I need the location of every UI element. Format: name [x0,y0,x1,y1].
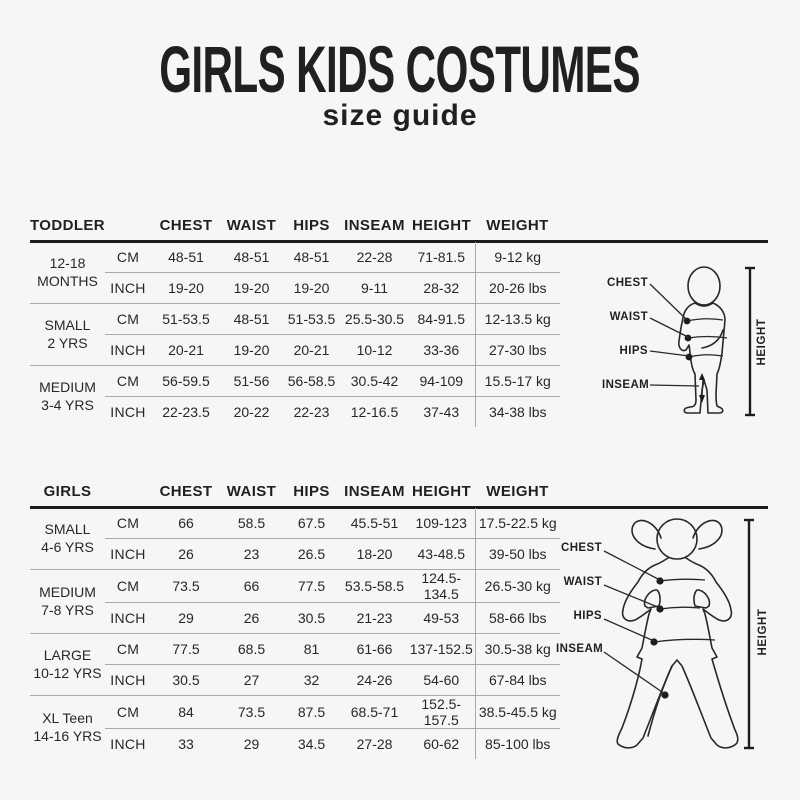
column-header-weight: WEIGHT [486,483,549,500]
value-cell: 84 [151,696,221,729]
value-cell: 38.5-45.5 kg [475,696,560,729]
size-age: 3-4 YRS [41,396,94,413]
girl-leader-lines [604,551,665,694]
value-cell: 87.5 [282,696,341,729]
value-cell: 61-66 [341,634,408,665]
value-cell: 30.5 [151,665,221,696]
waist-label: WAIST [563,576,602,588]
chest-label: CHEST [561,542,602,554]
table-row [30,273,560,304]
height-label: HEIGHT [757,608,769,656]
column-header-height: HEIGHT [411,483,472,500]
value-cell: 45.5-51 [341,508,408,539]
size-label [30,304,105,366]
size-age: 10-12 YRS [33,664,102,681]
unit-cell: CM [105,304,151,335]
girls-size-table [30,475,560,759]
value-cell: 23 [221,539,282,570]
value-cell: 15.5-17 kg [475,366,560,397]
value-cell: 30.5 [282,603,341,634]
value-cell: 48-51 [221,242,282,273]
size-name: MEDIUM [39,584,96,600]
value-cell: 60-62 [423,736,460,752]
value-cell: 77.5 [282,570,341,603]
value-cell: 20-22 [233,404,270,420]
column-header-height: HEIGHT [411,217,472,234]
value-cell: 29 [151,603,221,634]
column-header-hips: HIPS [293,217,330,234]
value-cell: 17.5-22.5 kg [475,508,560,539]
table-row [30,603,560,634]
value-cell: 54-60 [408,665,475,696]
value-cell: 81 [282,634,341,665]
column-header-chest: CHEST [159,483,213,500]
value-cell: 22-23.5 [162,404,210,420]
size-name: XL Teen [42,710,93,726]
value-cell: 20-21 [282,335,341,366]
value-cell: 26.5 [282,539,341,570]
page-title [0,32,800,106]
value-cell: 48-51 [221,304,282,335]
size-name: SMALL [44,317,91,333]
value-cell: 33 [178,736,194,752]
value-cell: 71-81.5 [408,242,475,273]
unit-cell: CM [105,696,151,729]
value-cell: 34-38 lbs [475,397,560,428]
hips-label: HIPS [573,610,602,622]
hips-label: HIPS [619,345,648,357]
value-cell: 66 [151,508,221,539]
unit-cell: CM [105,366,151,397]
value-cell: 49-53 [408,603,475,634]
girls-header-row [30,475,560,508]
unit-cell: INCH [105,273,151,304]
table-row [30,539,560,570]
unit-cell: CM [105,508,151,539]
value-cell: 27 [221,665,282,696]
value-cell: 18-20 [341,539,408,570]
size-name: 12-18 [49,255,86,271]
value-cell: 26 [151,539,221,570]
value-cell: 30.5-42 [341,366,408,397]
value-cell: 39-50 lbs [475,539,560,570]
value-cell: 32 [282,665,341,696]
value-cell: 12-13.5 kg [475,304,560,335]
unit-column-header [105,475,151,508]
table-title-toddler: TODDLER [30,217,106,234]
value-cell: 20-21 [151,335,221,366]
value-cell: 56-58.5 [282,366,341,397]
value-cell: 27-28 [356,736,393,752]
value-cell: 66 [221,570,282,603]
value-cell: 67-84 lbs [475,665,560,696]
value-cell: 77.5 [151,634,221,665]
girl-height-line [744,520,754,748]
inseam-label: INSEAM [556,643,604,655]
girl-measurement-diagram [558,508,780,770]
column-header-inseam: INSEAM [344,217,405,234]
unit-cell: INCH [105,665,151,696]
value-cell: 27-30 lbs [475,335,560,366]
size-age: 7-8 YRS [41,601,94,618]
page-subtitle: size guide [322,99,478,132]
value-cell: 43-48.5 [408,539,475,570]
chest-label: CHEST [607,277,648,289]
value-cell: 48-51 [282,242,341,273]
size-age: MONTHS [37,272,98,289]
table-title-girls: GIRLS [43,483,92,500]
unit-cell: INCH [110,736,146,752]
size-label [30,570,105,634]
value-cell: 137-152.5 [408,634,475,665]
value-cell: 58.5 [221,508,282,539]
column-header-weight: WEIGHT [486,217,549,234]
value-cell: 37-43 [423,404,460,420]
table-row [30,665,560,696]
table-row [30,242,560,273]
value-cell: 33-36 [408,335,475,366]
unit-column-header [105,209,151,242]
column-header-waist: WAIST [226,217,277,234]
value-cell: 51-53.5 [151,304,221,335]
value-cell: 26.5-30 kg [475,570,560,603]
height-label: HEIGHT [756,318,768,366]
table-row [30,696,560,729]
value-cell: 19-20 [221,273,282,304]
value-cell: 9-12 kg [475,242,560,273]
unit-cell: INCH [105,603,151,634]
size-label [30,634,105,696]
unit-cell: INCH [105,539,151,570]
column-header-inseam: INSEAM [344,483,405,500]
toddler-size-table [30,209,560,427]
value-cell: 30.5-38 kg [475,634,560,665]
value-cell: 67.5 [282,508,341,539]
unit-cell: CM [105,242,151,273]
value-cell: 22-23 [293,404,330,420]
value-cell: 29 [243,736,260,752]
value-cell: 53.5-58.5 [341,570,408,603]
size-label [30,242,105,304]
table-row [30,729,560,760]
table-row [30,304,560,335]
column-header-chest: CHEST [159,217,213,234]
size-age: 14-16 YRS [33,727,102,744]
value-cell: 19-20 [151,273,221,304]
value-cell: 56-59.5 [151,366,221,397]
size-label [30,508,105,570]
size-name: MEDIUM [39,379,96,395]
value-cell: 28-32 [408,273,475,304]
size-name: LARGE [43,647,92,663]
value-cell: 84-91.5 [408,304,475,335]
value-cell: 68.5-71 [341,696,408,729]
value-cell: 85-100 lbs [475,729,560,760]
size-age: 4-6 YRS [41,538,94,555]
value-cell: 109-123 [408,508,475,539]
value-cell: 51-56 [221,366,282,397]
value-cell: 22-28 [341,242,408,273]
column-header-hips: HIPS [293,483,330,500]
value-cell: 12-16.5 [350,404,399,420]
toddler-header-row [30,209,560,242]
unit-cell: INCH [110,404,146,420]
value-cell: 9-11 [341,273,408,304]
waist-label: WAIST [609,311,648,323]
value-cell: 58-66 lbs [475,603,560,634]
value-cell: 94-109 [408,366,475,397]
size-name: SMALL [44,521,91,537]
column-header-waist: WAIST [226,483,277,500]
size-age: 2 YRS [47,334,88,351]
value-cell: 124.5-134.5 [408,570,475,603]
table-row [30,508,560,539]
unit-cell: INCH [105,335,151,366]
unit-cell: CM [105,570,151,603]
value-cell: 21-23 [341,603,408,634]
value-cell: 19-20 [221,335,282,366]
size-label [30,366,105,428]
value-cell: 73.5 [221,696,282,729]
table-row [30,335,560,366]
value-cell: 73.5 [151,570,221,603]
toddler-height-line [745,268,755,415]
table-row [30,634,560,665]
value-cell: 48-51 [151,242,221,273]
value-cell: 20-26 lbs [475,273,560,304]
inseam-label: INSEAM [602,379,650,391]
value-cell: 51-53.5 [282,304,341,335]
table-row [30,366,560,397]
size-label [30,696,105,760]
value-cell: 10-12 [341,335,408,366]
value-cell: 26 [221,603,282,634]
toddler-measurement-diagram [598,250,778,425]
unit-cell: CM [105,634,151,665]
page-title-text: GIRLS KIDS COSTUMES [159,32,641,106]
value-cell: 152.5-157.5 [408,696,475,729]
value-cell: 24-26 [341,665,408,696]
table-row [30,570,560,603]
value-cell: 25.5-30.5 [341,304,408,335]
value-cell: 34.5 [297,736,326,752]
value-cell: 19-20 [282,273,341,304]
table-row [30,397,560,428]
value-cell: 68.5 [221,634,282,665]
